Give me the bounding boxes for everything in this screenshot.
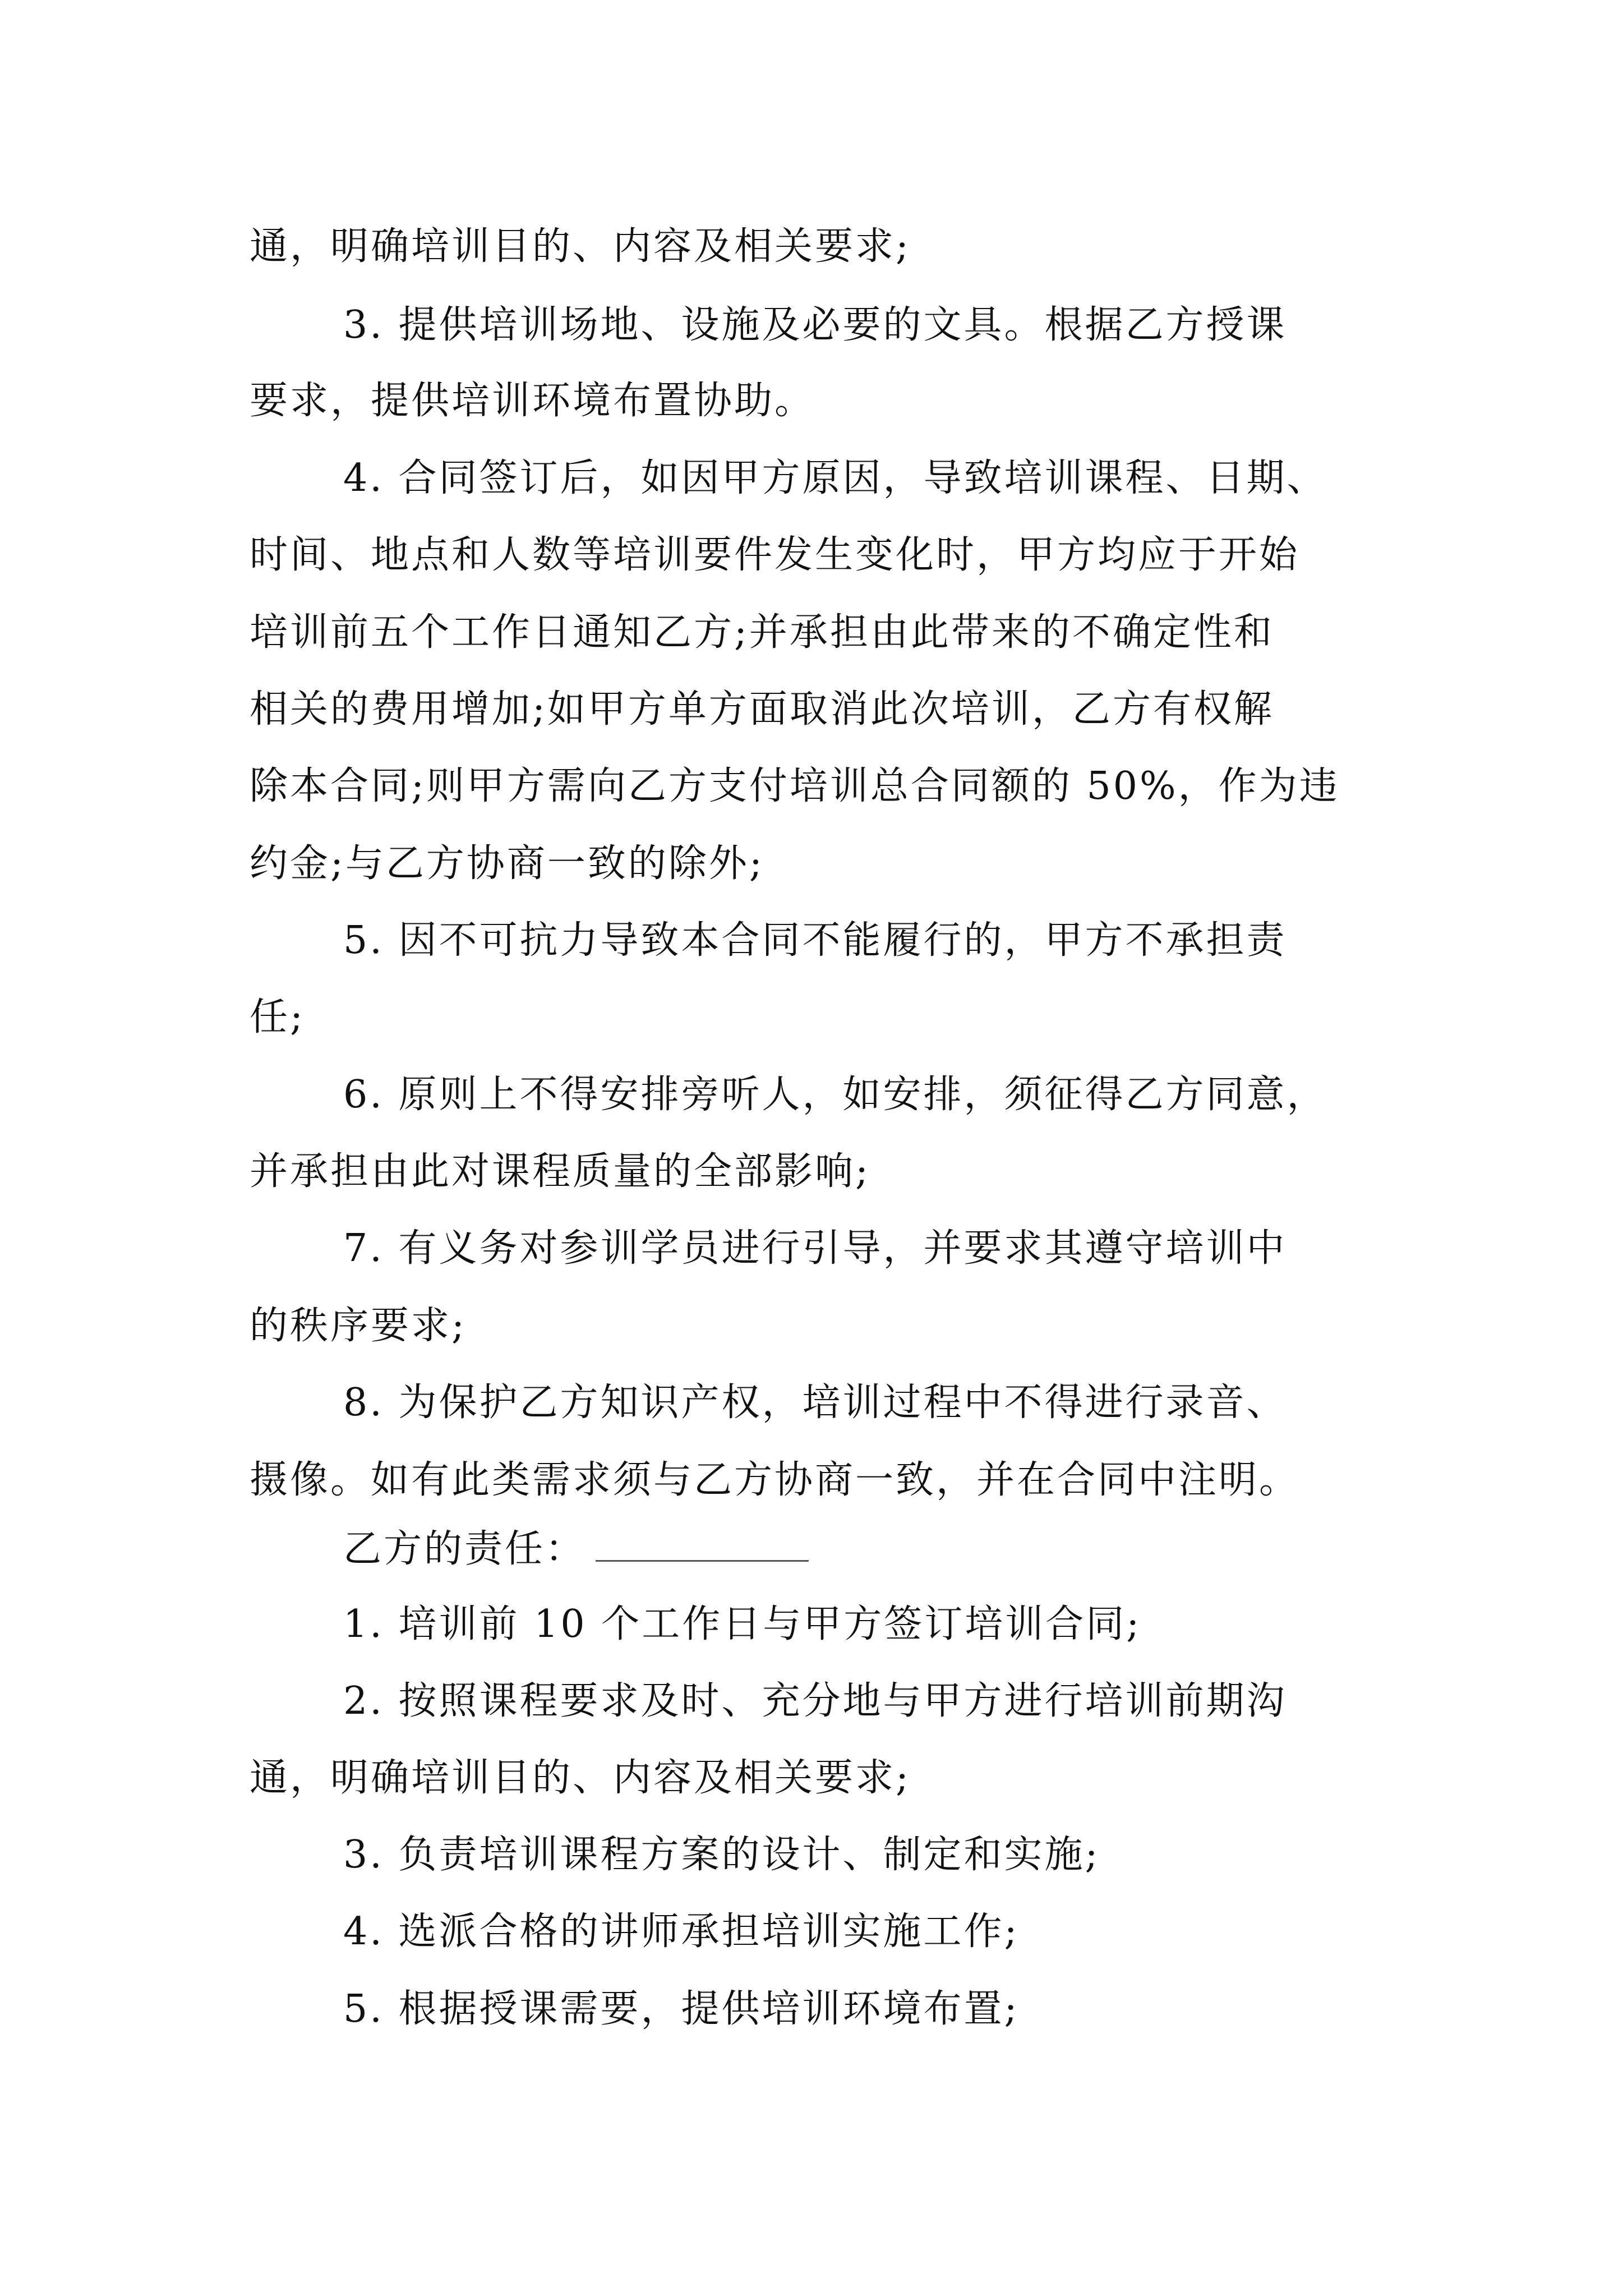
text-line: 摄像。如有此类需求须与乙方协商一致，并在合同中注明。 (250, 1458, 1300, 1502)
text-line: 培训前五个工作日通知乙方;并承担由此带来的不确定性和 (250, 610, 1274, 655)
text-line: 1. 培训前 10 个工作日与甲方签订培训合同; (343, 1602, 1142, 1646)
text-line: 时间、地点和人数等培训要件发生变化时，甲方均应于开始 (250, 533, 1300, 577)
text-line: 3. 提供培训场地、设施及必要的文具。根据乙方授课 (343, 303, 1287, 347)
text-line: 任; (250, 995, 305, 1039)
text-line: 3. 负责培训课程方案的设计、制定和实施; (343, 1833, 1100, 1877)
text-line: 约金;与乙方协商一致的除外; (250, 841, 764, 886)
text-line: 的秩序要求; (250, 1304, 467, 1348)
section-heading: 乙方的责任： (343, 1527, 586, 1571)
text-line: 5. 因不可抗力导致本合同不能履行的，甲方不承担责 (343, 918, 1287, 963)
text-line: 并承担由此对课程质量的全部影响; (250, 1149, 870, 1194)
text-line: 相关的费用增加;如甲方单方面取消此次培训，乙方有权解 (250, 687, 1274, 731)
text-line: 要求，提供培训环境布置协助。 (250, 379, 815, 423)
fill-in-blank (596, 1526, 809, 1562)
text-line: 8. 为保护乙方知识产权，培训过程中不得进行录音、 (343, 1381, 1287, 1425)
text-line: 6. 原则上不得安排旁听人，如安排，须征得乙方同意， (343, 1073, 1327, 1117)
text-line: 除本合同;则甲方需向乙方支付培训总合同额的 50%，作为违 (250, 764, 1340, 808)
text-line: 通，明确培训目的、内容及相关要求; (250, 224, 911, 269)
text-line: 4. 合同签订后，如因甲方原因，导致培训课程、日期、 (343, 456, 1327, 500)
text-line: 5. 根据授课需要，提供培训环境布置; (343, 1987, 1020, 2031)
text-line: 2. 按照课程要求及时、充分地与甲方进行培训前期沟 (343, 1679, 1287, 1723)
text-line: 通，明确培训目的、内容及相关要求; (250, 1756, 911, 1800)
text-line: 4. 选派合格的讲师承担培训实施工作; (343, 1910, 1020, 1954)
section-heading-line (343, 1521, 809, 1577)
text-line: 7. 有义务对参训学员进行引导，并要求其遵守培训中 (343, 1226, 1287, 1271)
